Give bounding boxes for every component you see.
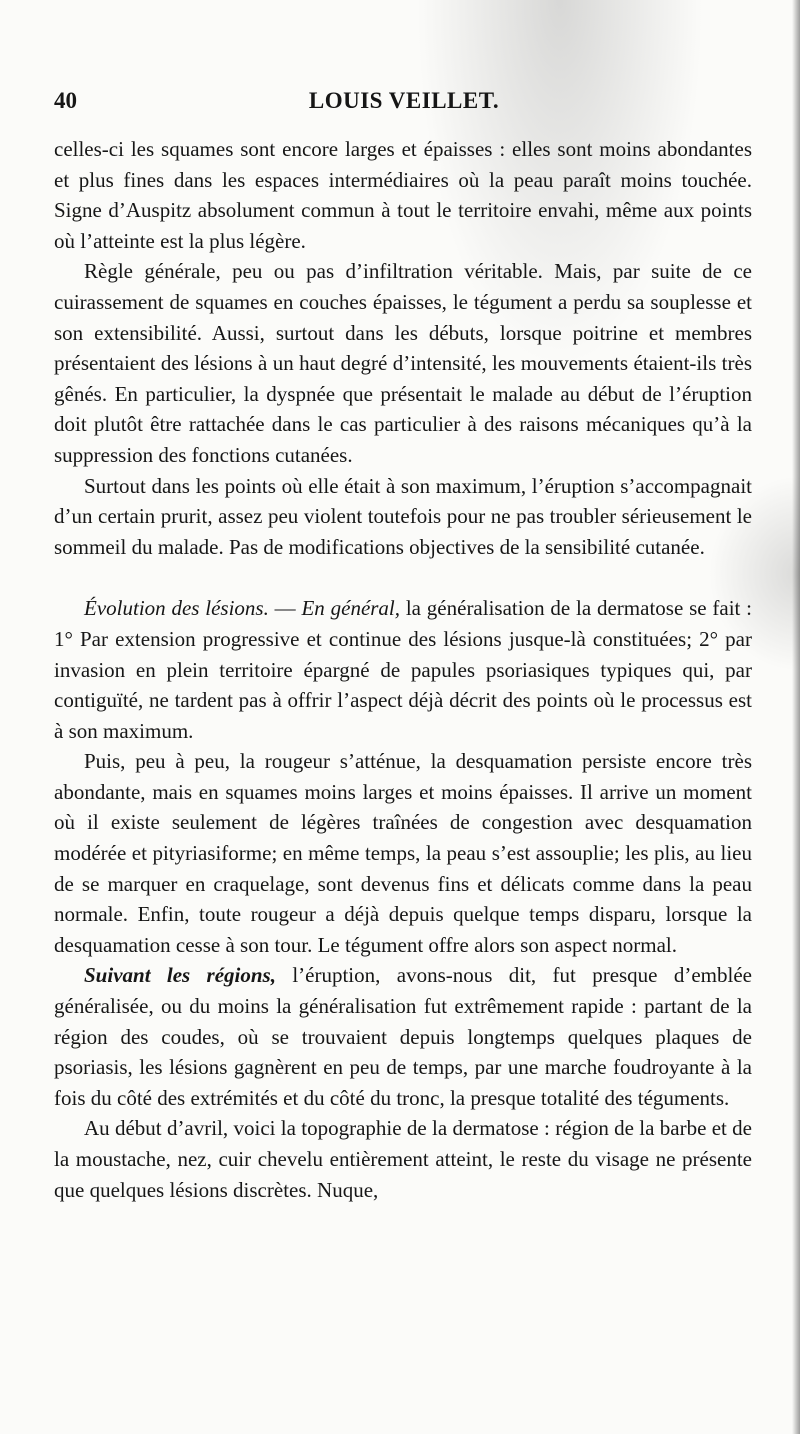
running-head [54,88,754,122]
paragraph-5: Puis, peu à peu, la rougeur s’atténue, la desquamation persiste encore très abondante, mais en squames moins larges et moins épaisses. Il arrive un moment où il existe seulement de légères traînées de congestion avec desquamation modérée et pityriasiforme; en même temps, la peau s’est assouplie; les plis, au lieu de se marquer en craquelage, sont devenus fins et délicats comme dans la peau normale. Enfin, toute rougeur a déjà depuis quelque temps disparu, lorsque la desquamation cesse à son tour. Le tégument offre alors son aspect normal. [54,749,752,957]
paragraph-2: Règle générale, peu ou pas d’infiltration véritable. Mais, par suite de ce cuirassement de squames en couches épaisses, le tégument a perdu sa souplesse et son extensibilité. Aussi, surtout dans les débuts, lorsque poitrine et membres présentaient des lésions à un haut degré d’intensité, les mouvements étaient-ils très gênés. En particulier, la dyspnée que présentait le malade au début de l’éruption doit plutôt être rattachée dans le cas particulier à des raisons mécaniques qu’à la suppression des fonctions cutanées. [54,259,752,467]
body-text [54,134,752,1205]
paragraph-regions-text: l’éruption, avons-nous dit, fut presque d’emblée généralisée, ou du moins la généralisation fut extrêmement rapide : partant de la région des coudes, où se trouvaient depuis longtemps quelques plaques de psoriasis, les lésions gagnèrent en peu de temps, par une marche foudroyante à la fois du côté des extrémités et du côté du tronc, la presque totalité des téguments. [54,963,752,1110]
page-edge-shadow [792,0,800,1434]
paragraph-regions [54,960,752,1113]
paragraph-3: Surtout dans les points où elle était à son maximum, l’éruption s’accompagnait d’un certain prurit, assez peu violent toutefois pour ne pas troubler sérieusement le sommeil du malade. Pas de modifications objectives de la sensibilité cutanée. [54,473,752,559]
paragraph-evolution-text: la généralisation de la dermatose se fait : 1° Par extension progressive et continue des lésions jusque-là constituées; 2° par invasion en plein territoire épargné de papules psoriasiques typiques qui, par contiguïté, ne tardent pas à offrir l’aspect déjà décrit des points où le processus est à son maximum. [54,596,753,743]
paragraph-evolution [54,593,752,746]
paragraph-7: Au début d’avril, voici la topographie de la dermatose : région de la barbe et de la moustache, nez, cuir chevelu entièrement atteint, le reste du visage ne présente que quelques lésions discrètes. Nuque, [54,1116,752,1202]
page-number: 40 [54,88,77,113]
section-heading-evolution: Évolution des lésions. [84,596,269,621]
heading-dash: — [268,596,302,621]
lead-suivant-les-regions: Suivant les régions, [84,963,276,988]
paragraph-1: celles-ci les squames sont encore larges et épaisses : elles sont moins abondantes et plus fines dans les espaces intermédiaires où la peau paraît moins touchée. Signe d’Auspitz absolument commun à tout le territoire envahi, même aux points où l’atteinte est la plus légère. [54,137,752,253]
lead-en-general: En général, [301,596,401,621]
header-title: LOUIS VEILLET. [308,88,500,113]
